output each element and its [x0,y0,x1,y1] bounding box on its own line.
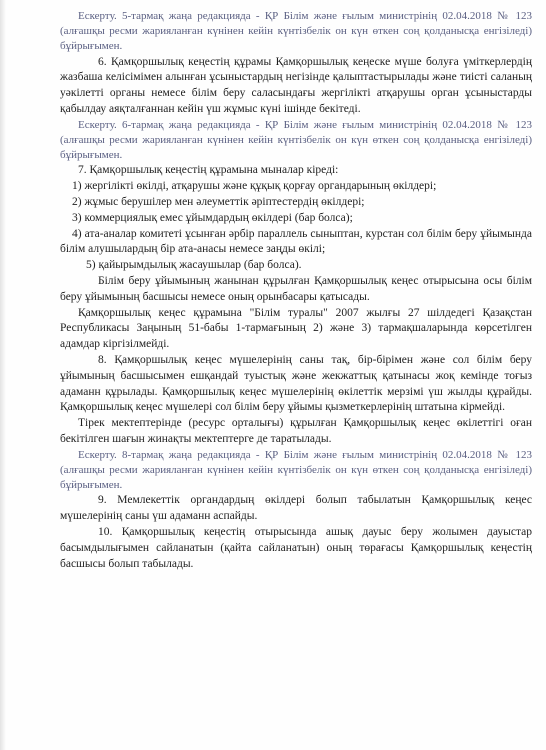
clause-9: 9. Мемлекеттік органдардың өкілдері болып табылатын Қамқоршылық кеңес мүшелерінің саны үш адаманн аспайды. [60,494,532,523]
clause-7-exclusions: Қамқоршылық кеңес құрамына "Білім туралы" 2007 жылғы 27 шілдедегі Қазақстан Республикасы Заңының 51-бабы 1-тармағының 2) және 3) тармақшаларында көрсетілген адамдар кіргізілмейді. [60,306,532,351]
clause-7-item-3: 3) коммерциялық емес ұйымдардың өкілдері (бар болса); [72,211,353,224]
clause-8: 8. Қамқоршылық кеңес мүшелерінің саны тақ, бір-бірімен және сол білім беру ұйымының басшысымен ешқандай туыстық және жекжаттық қатынасы жоқ кемінде тоғыз адаманн құрылады. Қамқоршылық кеңес мүшелерінің өкілеттік мерзімі үш жылды құрайды. Қамқоршылық кеңес мүшелері сол білім беру ұйымы қызметкерлерінің штатына кірмейді. [60,353,532,414]
note-item-8: Ескерту. 8-тармақ жаңа редакцияда - ҚР Білім және ғылым министрінің 02.04.2018 № 123 (алғашқы ресми жарияланған күнінен кейін күнтізбелік он күн өткен соң қолданысқа енгізіледі) бұйрығымен. [60,448,532,492]
clause-8-support-schools: Тірек мектептерінде (ресурс орталығы) құрылған Қамқоршылық кеңес өкілеттігі оған бекітілген шағын жинақты мектептерге де таратылады. [60,417,532,445]
note-item-5: Ескерту. 5-тармақ жаңа редакцияда - ҚР Білім және ғылым министрінің 02.04.2018 № 123 (алғашқы ресми жарияланған күнінен кейін күнтізбелік он күн өткен соң қолданысқа енгізіледі) бұйрығымен. [60,10,532,53]
clause-7-attendance: Білім беру ұйымының жанынан құрылған Қамқоршылық кеңес отырысына осы білім беру ұйымының басшысы немесе оның орынбасары қатысады. [60,274,532,303]
note-item-6: Ескерту. 6-тармақ жаңа редакцияда - ҚР Білім және ғылым министрінің 02.04.2018 № 123 (алғашқы ресми жарияланған күнінен кейін күнтізбелік он күн өткен соң қолданысқа енгізіледі) бұйрығымен. [60,118,532,162]
clause-7-item-2: 2) жұмыс берушілер мен әлеуметтік әріптестердің өкілдері; [72,196,365,208]
clause-7-item-4: 4) ата-аналар комитеті ұсынған әрбір параллель сыныптан, курстан сол білім беру ұйымында білім алушылардың бір ата-анасы немесе заңды өкілі; [60,227,532,256]
clause-7: 7. Қамқоршылық кеңестің құрамына мыналар кіреді: [78,164,339,177]
clause-6: 6. Қамқоршылық кеңестің құрамы Қамқоршылық кеңеске мүше болуға үміткерлердің жазбаша келісімімен алынған ұсыныстардың негізінде қалыптастырылады және тиісті саланың уәкілетті органы немесе білім беру саласындағы жергілікті атқарушы орган ұсыныстарды қабылдау аяқталғаннан кейін үш жұмыс күні ішінде бекітеді. [60,55,532,115]
clause-7-item-5: 5) қайырымдылық жасаушылар (бар болса). [86,259,302,272]
clause-10: 10. Қамқоршылық кеңестің отырысында ашық дауыс беру жолымен дауыстар басымдылығымен сайланатын (қайта сайланатын) оның төрағасы Қамқоршылық кеңестің басшысы болып табылады. [60,525,532,570]
clause-7-item-1: 1) жергілікті өкілді, атқарушы және құқық қорғау органдарының өкілдері; [72,180,437,193]
